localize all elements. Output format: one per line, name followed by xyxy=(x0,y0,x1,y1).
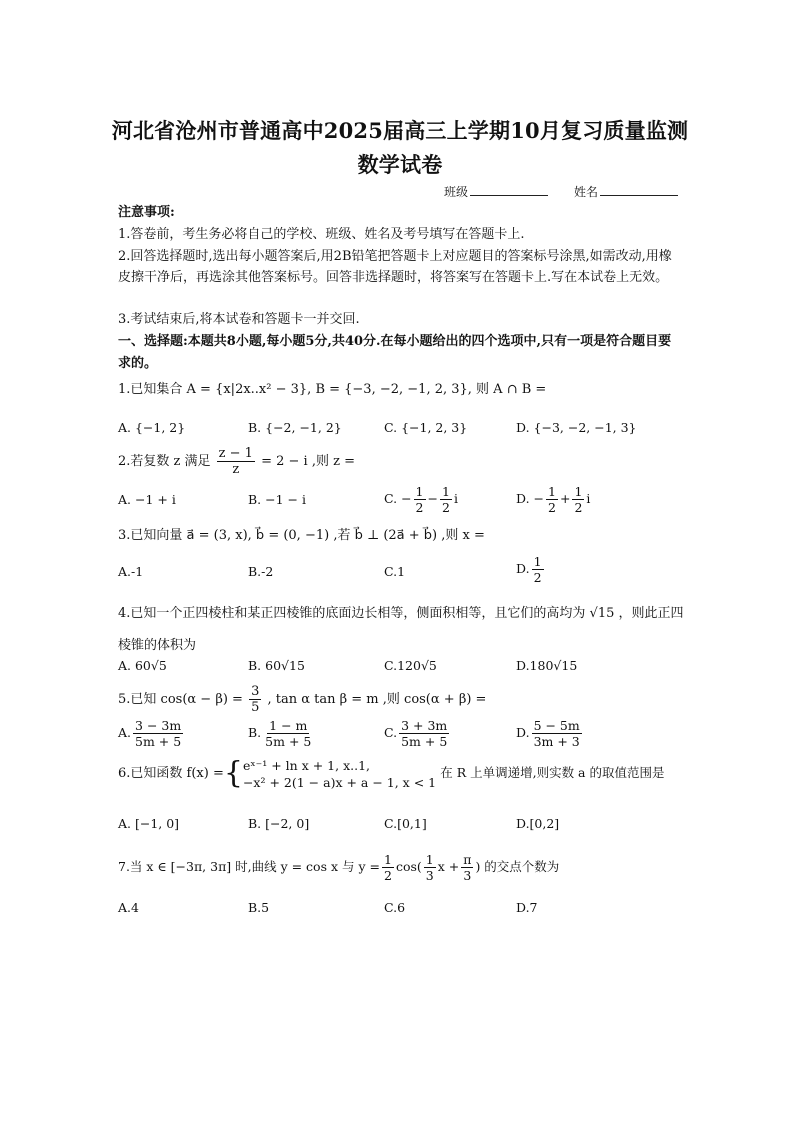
question-1-stem: 1.已知集合 A = {x|2x..x² − 3}, B = {−3, −2, −1, 2, 3}, 则 A ∩ B = xyxy=(118,382,547,397)
q2-d-mid: + xyxy=(559,491,571,506)
q1-option-c: C. {−1, 2, 3} xyxy=(384,420,468,435)
section-heading: 一、选择题:本题共8小题,每小题5分,共40分.在每小题给出的四个选项中,只有一项是符合题目要求的。 xyxy=(118,334,672,371)
q7-post: ) 的交点个数为 xyxy=(475,859,560,874)
name-label: 姓名 xyxy=(574,185,599,199)
q4-option-c: C.120√5 xyxy=(384,658,437,673)
q2-c-pre: C. − xyxy=(384,491,412,506)
q5-option-c: C. $\frac{3 + 3m}{5m + 5}$ xyxy=(384,718,448,749)
q7-pre: 7.当 x ∈ [−3π, 3π] 时,曲线 y = cos x 与 y = xyxy=(118,859,380,874)
name-field xyxy=(574,182,678,202)
q6-option-a: A. [−1, 0] xyxy=(118,816,180,831)
question-3-stem: 3.已知向量 a⃗ = (3, x), b⃗ = (0, −1) ,若 b⃗ ⊥ (2a⃗ + b⃗) ,则 x = xyxy=(118,528,485,543)
q2-option-c xyxy=(384,484,458,515)
q3-option-a: A.-1 xyxy=(118,564,144,579)
question-5-stem xyxy=(118,684,486,715)
q6-post: 在 R 上单调递增,则实数 a 的取值范围是 xyxy=(440,765,665,780)
q5-d-frac: $\frac{5 - 5m}{3m + 3}$ xyxy=(533,718,580,749)
q2-c-post: i xyxy=(453,491,458,506)
q2-c-frac1: $\frac{1}{2}$ xyxy=(415,484,424,515)
q4-option-b: B. 60√15 xyxy=(248,658,305,673)
q3-option-d xyxy=(516,554,546,585)
q5-c-frac: $\frac{3 + 3m}{5m + 5}$ xyxy=(401,718,448,749)
question-4-stem: 4.已知一个正四棱柱和某正四棱锥的底面边长相等，侧面积相等，且它们的高均为 √15 ，则此正四棱锥的体积为 xyxy=(118,606,684,653)
q1-option-a: A. {−1, 2} xyxy=(118,420,186,435)
q7-pi-third: $\frac{\pi}{3}$ xyxy=(463,852,472,883)
q6-brace: { xyxy=(223,755,243,791)
q5-option-a: A. $\frac{3 - 3m}{5m + 5}$ xyxy=(118,718,182,749)
q2-pre: 2.若复数 z 满足 xyxy=(118,454,211,469)
q3-option-c: C.1 xyxy=(384,564,406,579)
q7-option-d: D.7 xyxy=(516,900,538,915)
q5-option-b: B. $\frac{1 - m}{5m + 5}$ xyxy=(248,718,312,749)
class-blank[interactable] xyxy=(470,182,548,196)
q2-num: z − 1 xyxy=(218,446,253,461)
q7-mid: x + xyxy=(437,859,460,874)
name-blank[interactable] xyxy=(600,182,678,196)
q2-post: = 2 − i ,则 z = xyxy=(261,454,355,469)
q2-d-frac1: $\frac{1}{2}$ xyxy=(548,484,556,515)
q7-option-c: C.6 xyxy=(384,900,406,915)
q7-third: $\frac{1}{3}$ xyxy=(425,852,434,883)
q2-option-d xyxy=(516,484,590,515)
q6-option-d: D.[0,2] xyxy=(516,816,560,831)
q5-pre: 5.已知 cos(α − β) = xyxy=(118,692,243,707)
q7-option-a: A.4 xyxy=(118,900,139,915)
q5-option-d: D. $\frac{5 - 5m}{3m + 3}$ xyxy=(516,718,580,749)
q3-d-label: D. xyxy=(516,561,530,576)
q5-fraction: $\frac{3}{5}$ xyxy=(251,684,260,715)
q7-option-b: B.5 xyxy=(248,900,270,915)
q3-d-frac: $\frac{1}{2}$ xyxy=(533,554,542,585)
q2-option-b: B. −1 − i xyxy=(248,492,306,507)
q6-option-c: C.[0,1] xyxy=(384,816,427,831)
q2-option-a: A. −1 + i xyxy=(118,492,176,507)
q5-post: , tan α tan β = m ,则 cos(α + β) = xyxy=(267,692,487,707)
q6-option-b: B. [−2, 0] xyxy=(248,816,310,831)
q2-c-mid: − xyxy=(427,491,438,506)
q2-d-post: i xyxy=(586,491,591,506)
q3-option-b: B.-2 xyxy=(248,564,274,579)
q5-b-frac: $\frac{1 - m}{5m + 5}$ xyxy=(265,718,312,749)
q1-option-d: D. {−3, −2, −1, 3} xyxy=(516,420,637,435)
q5-a-frac: $\frac{3 - 3m}{5m + 5}$ xyxy=(135,718,182,749)
question-7-stem xyxy=(118,850,559,884)
question-6-stem xyxy=(118,756,664,791)
note-2: 2.回答选择题时,选出每小题答案后,用2B铅笔把答题卡上对应题目的答案标号涂黑,如需改动,用橡皮擦干净后，再选涂其他答案标号。回答非选择题时，将答案写在答题卡上.写在本试卷上无效。 xyxy=(118,249,672,285)
class-label: 班级 xyxy=(444,185,469,199)
q4-option-a: A. 60√5 xyxy=(118,658,167,673)
q2-den: z xyxy=(232,462,240,477)
note-1: 1.答卷前，考生务必将自己的学校、班级、姓名及考号填写在答题卡上. xyxy=(118,227,525,242)
q6-pre: 6.已知函数 f(x) = xyxy=(118,766,224,781)
q1-option-b: B. {−2, −1, 2} xyxy=(248,420,342,435)
q2-d-pre: D. − xyxy=(516,491,544,506)
question-2-stem xyxy=(118,446,355,477)
q6-line1: eˣ⁻¹ + ln x + 1, x..1, xyxy=(242,757,370,773)
class-field xyxy=(444,182,548,202)
note-3: 3.考试结束后,将本试卷和答题卡一并交回. xyxy=(118,312,360,327)
page-title: 河北省沧州市普通高中2025届高三上学期10月复习质量监测数学试卷 xyxy=(111,118,689,177)
q2-fraction xyxy=(217,446,255,477)
q2-d-frac2: $\frac{1}{2}$ xyxy=(574,484,583,515)
q6-line2: −x² + 2(1 − a)x + a − 1, x < 1 xyxy=(242,774,437,790)
q2-c-frac2: $\frac{1}{2}$ xyxy=(441,484,450,515)
q7-cos: cos( xyxy=(395,859,422,874)
q4-option-d: D.180√15 xyxy=(516,658,578,673)
q6-piecewise xyxy=(243,757,436,791)
notes-heading: 注意事项: xyxy=(118,205,175,220)
q7-half: $\frac{1}{2}$ xyxy=(383,852,392,883)
